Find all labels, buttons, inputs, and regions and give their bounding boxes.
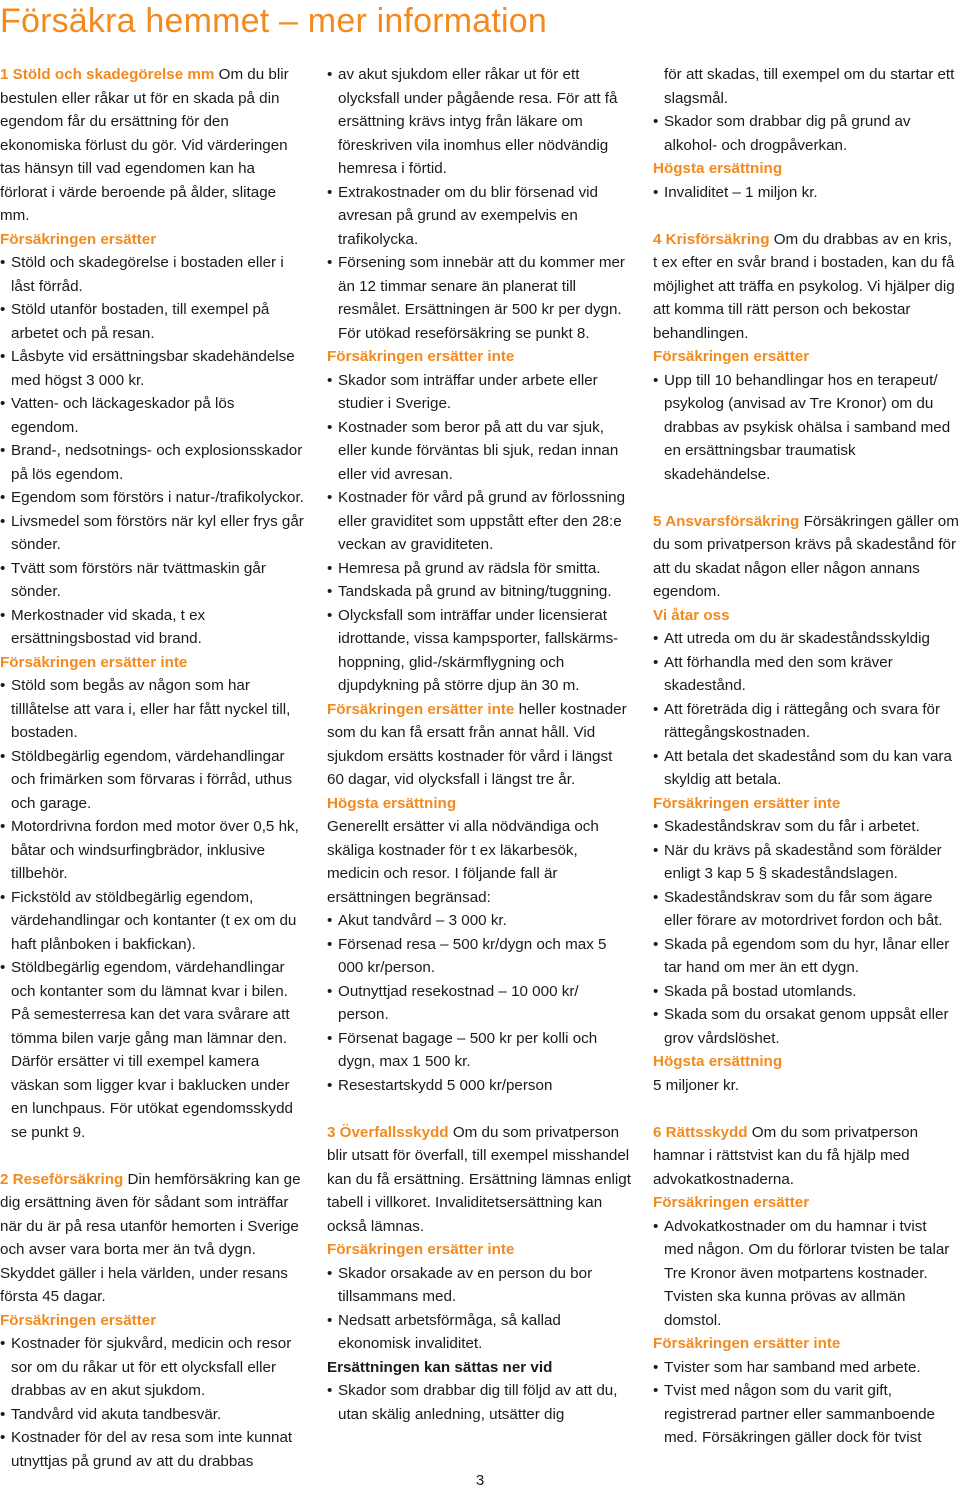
subheading: Försäkringen ersätter inte (327, 1241, 515, 1258)
subheading: Försäkringen ersätter inte (653, 794, 841, 812)
section-heading: 1 Stöld och skadegörelse mm (0, 66, 215, 83)
list-item: • Tandskada på grund av bitning/tuggning. (327, 580, 633, 604)
section-overfall-intro (327, 1121, 633, 1239)
bullet-list (327, 1262, 633, 1356)
subheading: Försäkringen ersätter (653, 1194, 810, 1211)
list-item: • Att utreda om du är skadeståndsskyldig (653, 627, 959, 651)
list-item: • Stöld och skadegörelse i bostaden eller i låst förråd. (0, 251, 306, 298)
subheading: Försäkringen ersätter (653, 348, 810, 365)
list-item: • Stöldbegärlig egendom, värdehandlingar och kontanter som du lämnat kvar i bilen. På semesterresa kan det vara svårare att tömma bilen varje gång man lämnar den. Därför ersätter vi till exempel kamera väskan som ligger kvar i baklucken under en lunchpaus. För utökat egendomsskydd se punkt 9. (0, 956, 306, 1144)
list-item: • Att företräda dig i rättegång och svara för rättegångskostnaden. (653, 698, 959, 745)
paragraph: 5 miljoner kr. (653, 1076, 740, 1094)
section-intro-text: Om du drabbas av en kris, t ex efter en svår brand i bostaden, kan du få möjlighet att träffa en psykolog. Vi hjälper dig att komma till rätt person och bekostar behandlingen. (653, 230, 955, 342)
list-item: • Tandvård vid akuta tandbesvär. (0, 1403, 306, 1427)
column-1 (0, 63, 306, 1473)
list-item: • Försening som innebär att du kommer mer än 12 timmar senare än planerat till resmålet. Ersättningen är 500 kr per dygn. För utökad reseförsäkring se punkt 8. (327, 251, 633, 345)
list-item: • Kostnader för sjukvård, medicin och resor sor om du råkar ut för ett olycksfall eller drabbas av en akut sjukdom. (0, 1332, 306, 1403)
page-title: Försäkra hemmet – mer information (0, 2, 547, 40)
list-item: • Skador orsakade av en person du bor tillsammans med. (327, 1262, 633, 1309)
list-item: • Outnyttjad resekostnad – 10 000 kr/ person. (327, 980, 633, 1027)
paragraph: Generellt ersätter vi alla nödvändiga och skäliga kostnader för t ex läkarbesök, medicin och resor. I följande fall är ersättningen begränsad: (327, 818, 599, 906)
bullet-list (653, 181, 959, 205)
list-item: • Merkostnader vid skada, t ex ersättningsbostad vid brand. (0, 604, 306, 651)
section-intro-text: Försäkringen gäller om du som privatperson krävs på skadestånd för att du skadat någon eller någon annans egendom. (653, 512, 959, 600)
list-item: • Skadeståndskrav som du får som ägare eller förare av motordrivet fordon och båt. (653, 886, 959, 933)
list-item: • Stöld som begås av någon som har tilllåtelse att vara i, eller har fått nyckel till, bostaden. (0, 674, 306, 745)
section-kris-intro (653, 228, 959, 346)
list-item: • Kostnader för del av resa som inte kunnat utnyttjas på grund av att du drabbas (0, 1426, 306, 1473)
page-number: 3 (475, 1472, 485, 1489)
section-intro-text: Om du blir bestulen eller råkar ut för en skada på din egendom får du ersättning för den ekonomiska förlust du gör. Vid värderingen tas hänsyn till vad egendomen kan ha förlorat i värde beroende på ålder, slitage mm. (0, 66, 289, 224)
list-item: • Fickstöld av stöldbegärlig egendom, värdehandlingar och kontanter (t ex om du haft plånboken i bakfickan). (0, 886, 306, 957)
list-item: • Egendom som förstörs i natur-/trafikolyckor. (0, 486, 306, 510)
list-item: • Tvister som har samband med arbete. (653, 1356, 959, 1380)
section-intro-text: Om du som privatperson blir utsatt för överfall, till exempel misshandel kan du få ersättning. Ersättning lämnas enligt tabell i villkoret. Invaliditetsersättning kan också lämnas. (327, 1123, 631, 1235)
section-intro-text: Om du som privatperson hamnar i rättstvist kan du få hjälp med advokatkostnaderna. (653, 1123, 919, 1188)
list-item: • Resestartskydd 5 000 kr/person (327, 1074, 633, 1098)
subheading: Ersättningen kan sättas ner vid (327, 1358, 553, 1376)
list-item: • Kostnader som beror på att du var sjuk, eller kunde förväntas bli sjuk, redan innan eller vid avresan. (327, 416, 633, 487)
list-item: • Invaliditet – 1 miljon kr. (653, 181, 959, 205)
bullet-list (327, 1379, 633, 1426)
list-item: • Skada som du orsakat genom uppsåt eller grov vårdslöshet. (653, 1003, 959, 1050)
bullet-list (653, 815, 959, 1050)
list-item: • Brand-, nedsotnings- och explosionsskador på lös egendom. (0, 439, 306, 486)
list-item: • Livsmedel som förstörs när kyl eller frys går sönder. (0, 510, 306, 557)
bullet-list (327, 63, 633, 345)
list-item: • Låsbyte vid ersättningsbar skadehändelse med högst 3 000 kr. (0, 345, 306, 392)
bullet-list (653, 369, 959, 487)
subheading-inline: Försäkringen ersätter inte (327, 700, 515, 718)
list-item: • Nedsatt arbetsförmåga, så kallad ekonomisk invaliditet. (327, 1309, 633, 1356)
section-heading: 5 Ansvarsförsäkring (653, 512, 800, 530)
subheading: Högsta ersättning (653, 1053, 783, 1070)
list-item: • Stöld utanför bostaden, till exempel på arbetet och på resan. (0, 298, 306, 345)
bullet-list (0, 251, 306, 651)
list-item: • Akut tandvård – 3 000 kr. (327, 909, 633, 933)
section-ansvar-intro (653, 510, 959, 604)
subheading: Högsta ersättning (653, 160, 783, 177)
list-item: • Skador som drabbar dig till följd av att du, utan skälig anledning, utsätter dig (327, 1379, 633, 1426)
list-item: • Advokatkostnader om du hamnar i tvist med någon. Om du förlorar tvisten be talar Tre Kronor även motpartens kostnader. Tvisten ska kunna prövas av allmän domstol. (653, 1215, 959, 1333)
section-intro-text: Din hemförsäkring kan ge dig ersättning även för sådant som inträffar när du är på resa utanför hemorten i Sverige och avser vara borta mer än två dygn. Skyddet gäller i hela världen, under resans första 45 dagar. (0, 1170, 301, 1305)
section-heading: 3 Överfallsskydd (327, 1123, 449, 1141)
list-item: • Kostnader för vård på grund av förlossning eller graviditet som uppstått efter den 28:e veckan av graviditeten. (327, 486, 633, 557)
section-heading: 6 Rättsskydd (653, 1123, 748, 1141)
list-item-text: av akut sjukdom eller råkar ut för ett olycksfall under pågående resa. För att få ersättning krävs intyg från läkare om föreskriven vila inomhus eller nödvändig hemresa i förtid. (338, 66, 618, 177)
section-rese-intro (0, 1168, 306, 1309)
list-item: • När du krävs på skadestånd som förälder enligt 3 kap 5 § skadeståndslagen. (653, 839, 959, 886)
list-item: • Vatten- och läckageskador på lös egendom. (0, 392, 306, 439)
bullet-list (327, 369, 633, 698)
list-item: • Försenad resa – 500 kr/dygn och max 5 000 kr/person. (327, 933, 633, 980)
subheading: Försäkringen ersätter inte (0, 653, 188, 671)
section-ratt-intro (653, 1121, 959, 1192)
list-item: • Tvist med någon som du varit gift, registrerad partner eller sammanboende med. Försäkringen gäller dock för tvist (653, 1379, 959, 1450)
list-item: • Skador som inträffar under arbete eller studier i Sverige. (327, 369, 633, 416)
section-heading: 4 Krisförsäkring (653, 230, 770, 248)
subheading: Högsta ersättning (327, 794, 457, 812)
list-item: • Skadeståndskrav som du får i arbetet. (653, 815, 959, 839)
list-item-continued: för att skadas, till exempel om du startar ett slagsmål. (664, 66, 955, 107)
bullet-list (653, 110, 959, 157)
list-item: • Upp till 10 behandlingar hos en terapeut/ psykolog (anvisad av Tre Kronor) om du drabbas av psykisk ohälsa i samband med en ersättningsbar traumatisk skadehändelse. (653, 369, 959, 487)
bullet-list (327, 909, 633, 1097)
subheading: Försäkringen ersätter inte (327, 348, 515, 365)
list-item: • Skada på bostad utomlands. (653, 980, 959, 1004)
list-item: • Försenat bagage – 500 kr per kolli och dygn, max 1 500 kr. (327, 1027, 633, 1074)
list-item: • Att betala det skadestånd som du kan vara skyldig att betala. (653, 745, 959, 792)
section-heading: 2 Reseförsäkring (0, 1170, 124, 1188)
paragraph (327, 698, 633, 792)
list-item: • Motordrivna fordon med motor över 0,5 hk, båtar och windsurfingbrädor, inklusive tillbehör. (0, 815, 306, 886)
bullet-list (653, 1356, 959, 1450)
list-item: • Extrakostnader om du blir försenad vid avresan på grund av exempelvis en trafikolycka. (327, 181, 633, 252)
column-2 (327, 63, 633, 1426)
subheading: Vi åtar oss (653, 606, 730, 624)
list-item: • Stöldbegärlig egendom, värdehandlingar och frimärken som förvaras i förråd, uthus och garage. (0, 745, 306, 816)
bullet-list (653, 627, 959, 792)
subheading: Försäkringen ersätter (0, 1311, 157, 1329)
list-item: • Skada på egendom som du hyr, lånar eller tar hand om mer än ett dygn. (653, 933, 959, 980)
subheading: Försäkringen ersätter inte (653, 1335, 841, 1352)
list-item: • Olycksfall som inträffar under licensierat idrottande, vissa kampsporter, fallskärms- hoppning, glid-/skärmflygning och djupdykning på större djup än 30 m. (327, 604, 633, 698)
list-item: • Skador som drabbar dig på grund av alkohol- och drogpåverkan. (653, 110, 959, 157)
paragraph-text: heller kostnader som du kan få ersatt från annat håll. Vid sjukdom ersätts kostnader för vård i längst 60 dagar, vid olycksfall i längst tre år. (327, 700, 627, 788)
bullet-list (0, 1332, 306, 1473)
list-item-continued (327, 63, 633, 181)
list-item: • Hemresa på grund av rädsla för smitta. (327, 557, 633, 581)
column-3 (653, 63, 959, 1450)
list-item: • Tvätt som förstörs när tvättmaskin går sönder. (0, 557, 306, 604)
bullet-list (0, 674, 306, 1144)
bullet-list (653, 1215, 959, 1333)
section-stold-intro (0, 63, 306, 228)
list-item: • Att förhandla med den som kräver skadestånd. (653, 651, 959, 698)
subheading: Försäkringen ersätter (0, 230, 157, 248)
